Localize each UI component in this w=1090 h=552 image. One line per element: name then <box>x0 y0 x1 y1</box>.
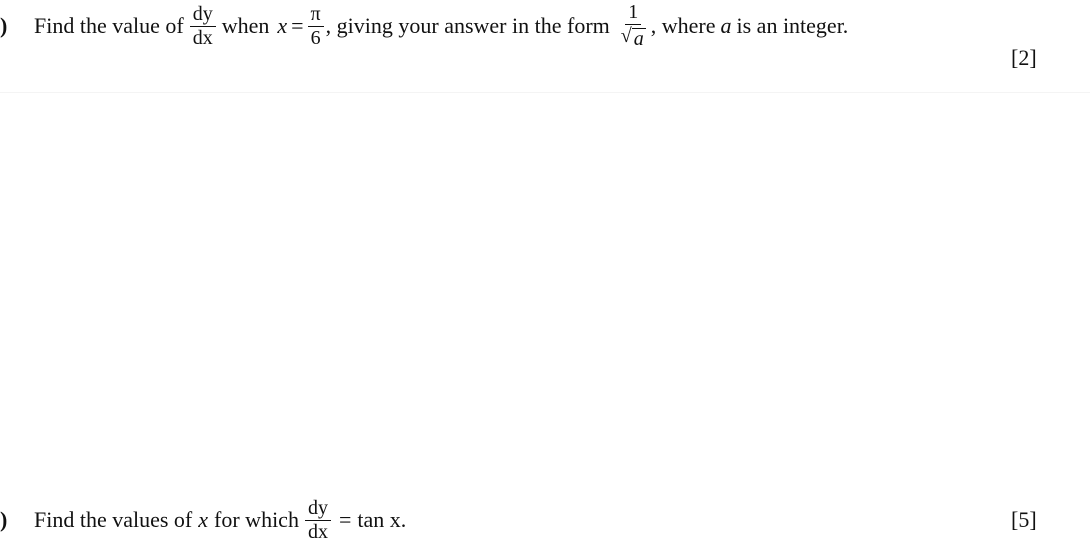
fraction-numerator: π <box>308 4 324 27</box>
part-b-prefix-text: Find the value of <box>34 13 184 38</box>
fraction-denominator: dx <box>307 520 328 543</box>
dy-dx-fraction <box>305 498 331 543</box>
equals-sign: = <box>291 13 304 38</box>
a-variable: a <box>720 13 732 38</box>
part-b-suffix-pre: , where <box>650 13 716 38</box>
part-b-label: ) <box>0 13 8 38</box>
x-variable: x <box>198 507 209 532</box>
fraction-numerator: dy <box>190 4 216 27</box>
dy-dx-fraction <box>190 4 216 49</box>
question-part-b <box>0 1 849 50</box>
part-c-marks: [5] <box>1011 507 1037 532</box>
part-b-middle-text: , giving your answer in the form <box>325 13 610 38</box>
question-part-c <box>0 496 406 544</box>
for-which-text: for which <box>214 507 299 532</box>
sqrt-a-denominator <box>618 25 649 50</box>
part-c-label: ) <box>0 507 8 532</box>
fraction-numerator: dy <box>305 498 331 521</box>
faint-divider <box>0 92 1090 93</box>
when-text: when <box>221 13 270 38</box>
fraction-denominator: 6 <box>310 26 321 49</box>
part-b-marks: [2] <box>1011 45 1037 70</box>
part-b-suffix-post: is an integer. <box>736 13 849 38</box>
equals-sign: = <box>338 507 352 532</box>
sqrt-symbol: √ <box>620 25 632 47</box>
sqrt-argument: a <box>633 28 644 50</box>
part-c-prefix-text: Find the values of <box>34 507 193 532</box>
pi-over-six-fraction <box>308 4 324 49</box>
tan-x-expression: tan x. <box>357 507 407 532</box>
fraction-denominator: dx <box>192 26 213 49</box>
x-variable: x <box>277 13 288 38</box>
fraction-numerator: 1 <box>625 2 641 25</box>
one-over-root-a-fraction <box>618 2 649 50</box>
